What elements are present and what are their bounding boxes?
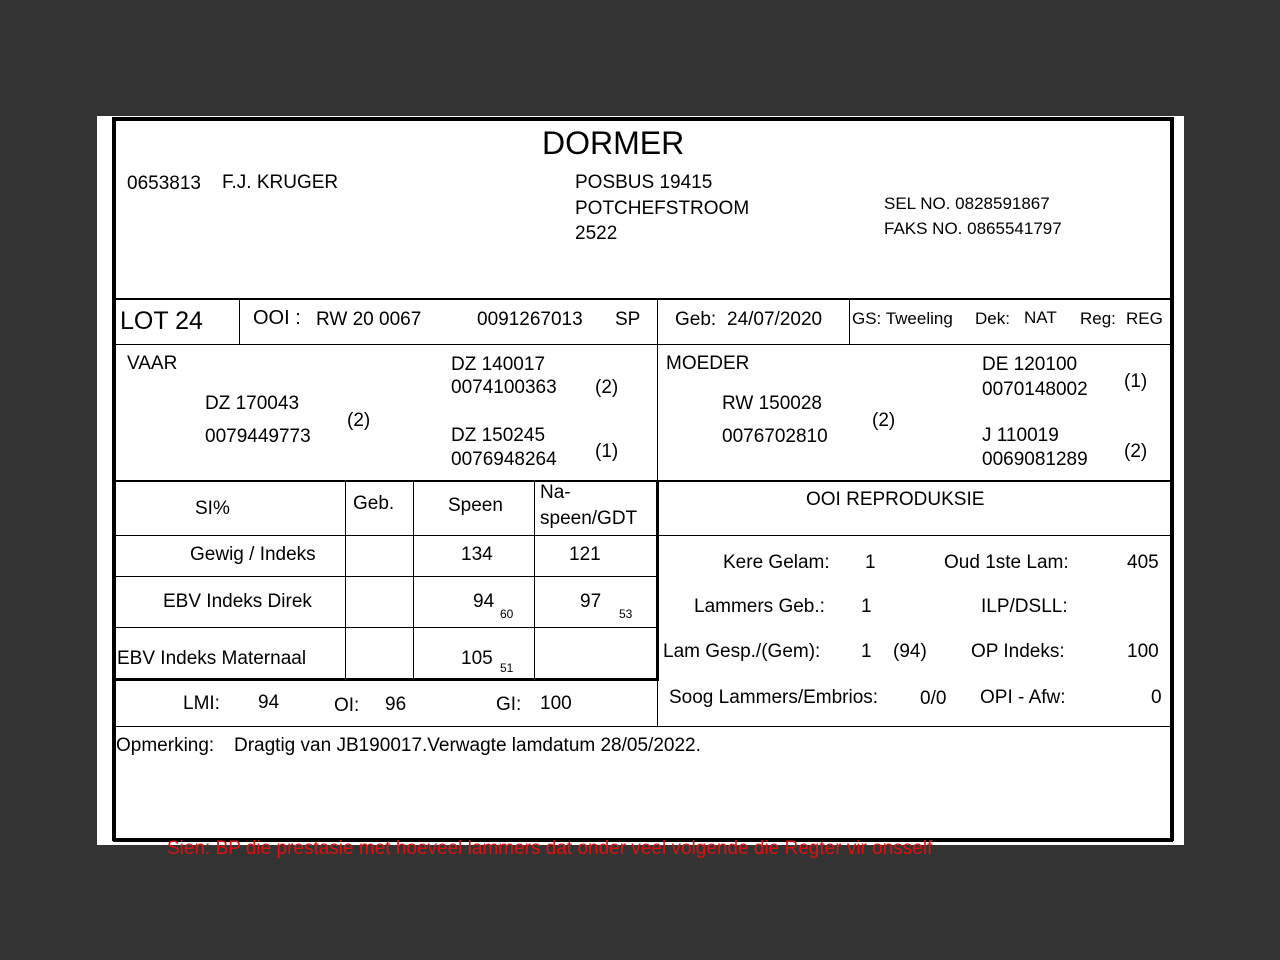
address-line3: 2522: [575, 223, 618, 244]
vline-gs: [849, 299, 850, 345]
border-right: [1170, 117, 1174, 841]
divider-row2: [113, 627, 658, 628]
vaar-sire-id: DZ 170043: [205, 393, 300, 414]
vline-si-naspeen: [534, 481, 535, 680]
border-top: [113, 117, 1173, 121]
row-gewig-naspeen: 121: [569, 544, 601, 565]
oud-1ste-lam-label: Oud 1ste Lam:: [944, 552, 1069, 573]
lmi-value: 94: [258, 692, 280, 713]
vaar-grandsire-note: (2): [595, 377, 619, 398]
lmi-label: LMI:: [183, 693, 220, 714]
moeder-dam-id: RW 150028: [722, 393, 822, 414]
row-maternaal-speen: 105: [461, 648, 493, 669]
ooi-id: RW 20 0067: [316, 309, 422, 330]
soog-label: Soog Lammers/Embrios:: [669, 687, 879, 708]
opmerking-label: Opmerking:: [116, 735, 215, 756]
dek-label: Dek:: [975, 309, 1010, 328]
opi-afw-label: OPI - Afw:: [980, 687, 1066, 708]
moeder-grandsire-note: (1): [1124, 371, 1148, 392]
vaar-granddam-id: DZ 150245: [451, 425, 546, 446]
lammers-geb-value: 1: [861, 596, 872, 617]
vaar-grandsire-number: 0074100363: [451, 377, 557, 398]
opi-afw-value: 0: [1151, 687, 1162, 708]
footer-note: Sien: BP die prestasie met hoeveel lammers dat onder veel volgende die Regter vir onsself: [167, 838, 933, 859]
reproduction-title: OOI REPRODUKSIE: [806, 489, 985, 510]
address-line1: POSBUS 19415: [575, 172, 713, 193]
geb-header: Geb.: [353, 493, 395, 514]
moeder-dam-number: 0076702810: [722, 426, 828, 447]
moeder-granddam-note: (2): [1124, 441, 1148, 462]
vaar-granddam-note: (1): [595, 441, 619, 462]
birth-date-label: Geb:: [675, 309, 717, 330]
vaar-granddam-number: 0076948264: [451, 449, 557, 470]
ooi-suffix: SP: [615, 309, 641, 330]
ilp-dsll-label: ILP/DSLL:: [981, 596, 1068, 617]
vline-si-right: [656, 481, 659, 681]
soog-value: 0/0: [920, 688, 947, 709]
vline-si-geb: [345, 481, 346, 680]
moeder-grandsire-number: 0070148002: [982, 379, 1088, 400]
speen-header: Speen: [448, 495, 503, 516]
lot-number: LOT 24: [120, 307, 203, 335]
row-direk-speen-accuracy: 60: [500, 607, 514, 621]
vaar-grandsire-id: DZ 140017: [451, 354, 546, 375]
owner-name: F.J. KRUGER: [222, 172, 339, 193]
op-indeks-value: 100: [1127, 641, 1159, 662]
vline-si-speen: [413, 481, 414, 680]
owner-code: 0653813: [127, 173, 201, 194]
border-left: [112, 117, 116, 841]
moeder-granddam-number: 0069081289: [982, 449, 1088, 470]
fax-number: FAKS NO. 0865541797: [884, 219, 1062, 238]
ooi-label: OOI :: [253, 307, 301, 329]
op-indeks-label: OP Indeks:: [971, 641, 1065, 662]
divider-lot-row: [113, 344, 1173, 345]
row-gewig-label: Gewig / Indeks: [190, 544, 316, 565]
divider-row1: [113, 576, 658, 577]
lam-gesp-label: Lam Gesp./(Gem):: [663, 641, 821, 662]
divider-si-header: [113, 535, 1173, 536]
address-line2: POTCHEFSTROOM: [575, 198, 750, 219]
oi-label: OI:: [334, 695, 360, 716]
vline-lot: [239, 299, 240, 345]
naspeen-header-line1: Na-: [540, 482, 571, 503]
row-direk-naspeen: 97: [580, 591, 602, 612]
moeder-dam-note: (2): [872, 410, 896, 431]
moeder-grandsire-id: DE 120100: [982, 354, 1078, 375]
moeder-granddam-id: J 110019: [982, 425, 1059, 446]
row-direk-speen: 94: [473, 591, 495, 612]
lammers-geb-label: Lammers Geb.:: [694, 596, 825, 617]
opmerking-text: Dragtig van JB190017.Verwagte lamdatum 28/05/2022.: [234, 735, 701, 756]
lam-gesp-gem-value: (94): [893, 641, 927, 662]
vaar-sire-number: 0079449773: [205, 426, 311, 447]
row-maternaal-speen-accuracy: 51: [500, 661, 514, 675]
row-gewig-speen: 134: [461, 544, 493, 565]
divider-pedigree: [113, 480, 1173, 482]
birth-date: 24/07/2020: [727, 309, 823, 330]
phone-number: SEL NO. 0828591867: [884, 194, 1050, 213]
breed-title: DORMER: [542, 125, 685, 161]
reg-value: REG: [1126, 309, 1163, 328]
row-direk-naspeen-accuracy: 53: [619, 607, 633, 621]
divider-header: [113, 298, 1173, 300]
ooi-number: 0091267013: [477, 309, 583, 330]
row-maternaal-label: EBV Indeks Maternaal: [117, 648, 307, 669]
oud-1ste-lam-value: 405: [1127, 552, 1159, 573]
dek-value: NAT: [1024, 308, 1057, 327]
gi-label: GI:: [496, 694, 522, 715]
vaar-label: VAAR: [127, 353, 178, 374]
kere-gelam-value: 1: [865, 552, 876, 573]
divider-si-bottom: [113, 678, 658, 681]
reg-label: Reg:: [1080, 309, 1116, 328]
oi-value: 96: [385, 694, 407, 715]
lam-gesp-value: 1: [861, 641, 872, 662]
naspeen-header-line2: speen/GDT: [540, 508, 638, 529]
catalogue-card: [97, 116, 1184, 859]
gi-value: 100: [540, 693, 572, 714]
moeder-label: MOEDER: [666, 353, 750, 374]
divider-indices: [113, 726, 1173, 727]
vaar-sire-note: (2): [347, 410, 371, 431]
kere-gelam-label: Kere Gelam:: [723, 552, 830, 573]
row-direk-label: EBV Indeks Direk: [163, 591, 312, 612]
gs-value: GS: Tweeling: [852, 309, 953, 328]
si-header: SI%: [195, 498, 230, 519]
